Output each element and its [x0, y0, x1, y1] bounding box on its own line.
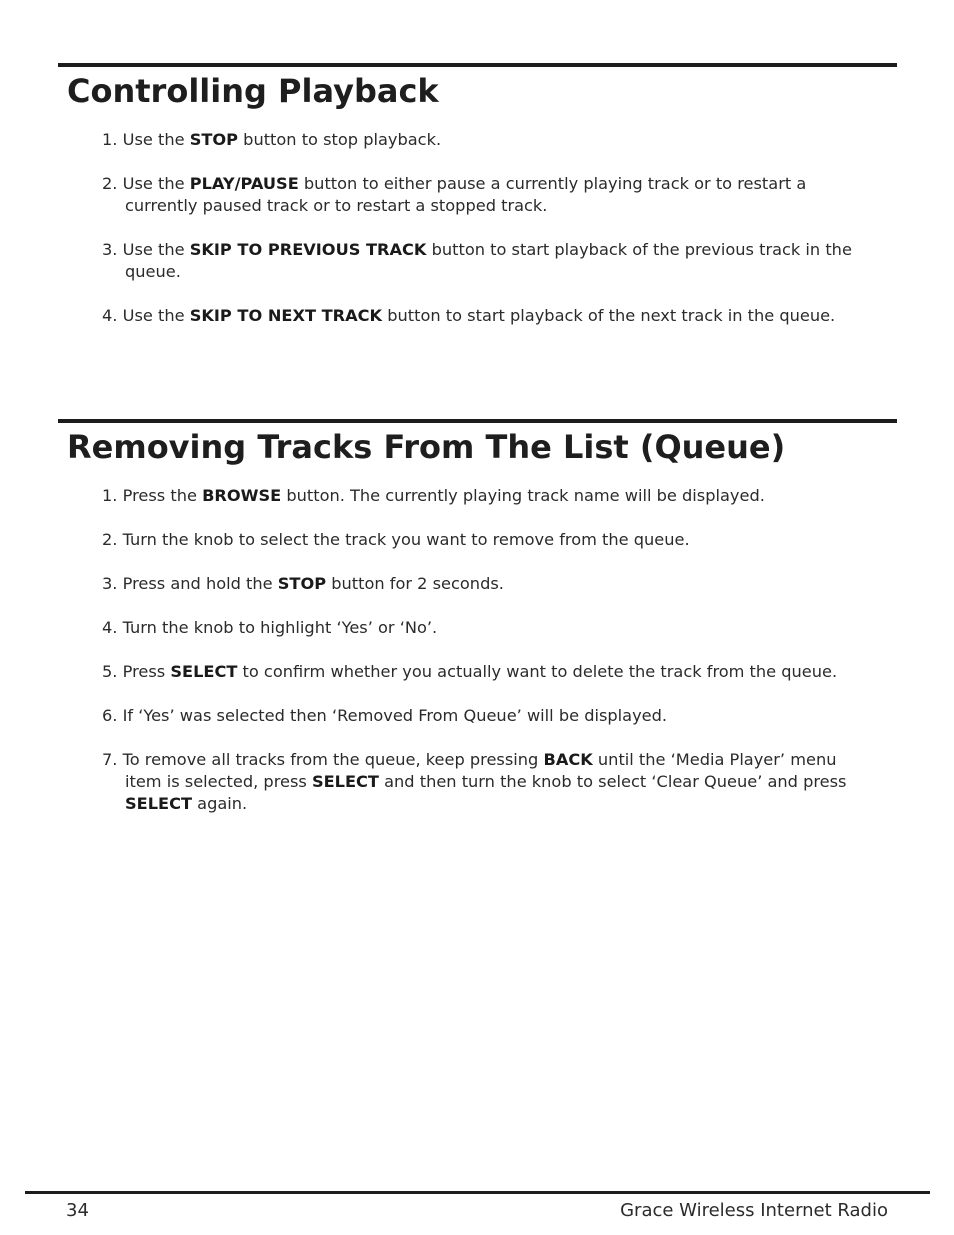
- list-item: 2. Turn the knob to select the track you want to remove from the queue.: [102, 530, 690, 549]
- button-name: STOP: [277, 574, 327, 593]
- button-name: SKIP TO NEXT TRACK: [189, 306, 383, 325]
- section-divider: [58, 419, 897, 423]
- list-item: 4. Turn the knob to highlight ‘Yes’ or ‘No’.: [102, 618, 438, 637]
- list-item: 3. Use the SKIP TO PREVIOUS TRACK button to start playback of the previous track in the queue.: [102, 240, 852, 281]
- list-item: 2. Use the PLAY/PAUSE button to either pause a currently playing track or to restart a currently paused track or to restart a stopped track.: [102, 174, 807, 215]
- list-item: 1. Use the STOP button to stop playback.: [102, 130, 442, 149]
- button-name: STOP: [189, 130, 239, 149]
- button-name: SELECT: [125, 794, 193, 813]
- list-item: 1. Press the BROWSE button. The currently playing track name will be displayed.: [102, 486, 765, 505]
- list-item: 5. Press SELECT to confirm whether you actually want to delete the track from the queue.: [102, 662, 838, 681]
- removing-tracks-steps-list: [102, 485, 862, 837]
- button-name: SELECT: [170, 662, 238, 681]
- list-item: 4. Use the SKIP TO NEXT TRACK button to start playback of the next track in the queue.: [102, 306, 836, 325]
- section-title-removing-tracks: Removing Tracks From The List (Queue): [67, 428, 786, 466]
- list-item: 3. Press and hold the STOP button for 2 seconds.: [102, 574, 504, 593]
- playback-steps-list: [102, 129, 862, 349]
- page-number: 34: [66, 1200, 89, 1221]
- button-name: PLAY/PAUSE: [189, 174, 299, 193]
- button-name: SELECT: [311, 772, 379, 791]
- list-item: 7. To remove all tracks from the queue, keep pressing BACK until the ‘Media Player’ menu item is selected, press SELECT and then turn the knob to select ‘Clear Queue’ and press SELECT again.: [102, 750, 847, 813]
- footer-rule: [25, 1191, 930, 1194]
- list-item: 6. If ‘Yes’ was selected then ‘Removed From Queue’ will be displayed.: [102, 706, 668, 725]
- button-name: BROWSE: [202, 486, 282, 505]
- footer-document-title: Grace Wireless Internet Radio: [620, 1200, 888, 1221]
- button-name: SKIP TO PREVIOUS TRACK: [189, 240, 427, 259]
- section-divider: [58, 63, 897, 67]
- button-name: BACK: [543, 750, 593, 769]
- section-title-controlling-playback: Controlling Playback: [67, 72, 439, 110]
